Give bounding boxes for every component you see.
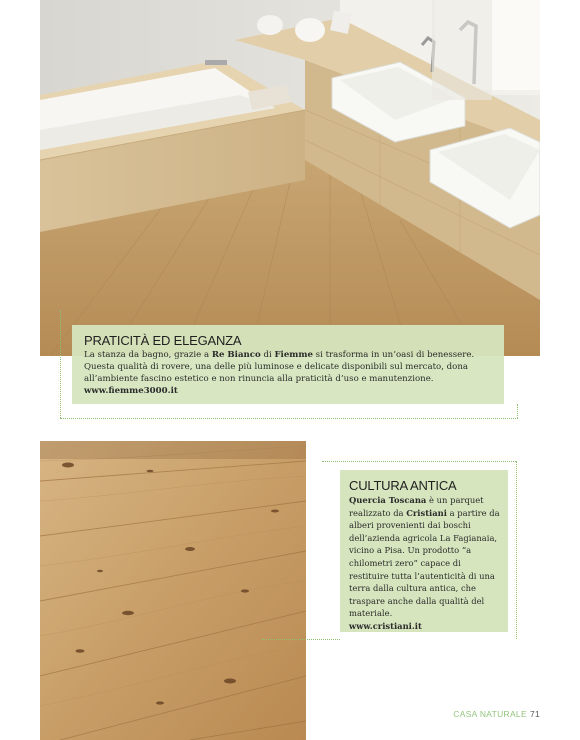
dotted-guide <box>322 461 516 462</box>
bathroom-photo <box>40 0 540 356</box>
parquet-illustration <box>40 441 306 740</box>
dotted-guide <box>516 461 517 639</box>
brand-company: Cristiani <box>406 507 447 518</box>
dotted-guide <box>517 404 518 418</box>
caption-text-part: di <box>260 350 275 360</box>
caption-text <box>84 349 492 397</box>
caption-text <box>349 494 500 633</box>
bathroom-illustration <box>40 0 540 356</box>
magazine-name: CASA NATURALE <box>453 709 527 719</box>
parquet-photo <box>40 441 306 740</box>
caption-text-part: a partire da alberi provenienti dai boschi dell’azienda agricola La Fagianaia, vicino a Pisa. Un prodotto “a chilometri zero” capace di restituire tutta l’autenticità di una terra dalla cultura antica, che traspare anche dalla qualità del materiale. <box>349 507 500 619</box>
dotted-guide <box>60 418 518 419</box>
caption-title: CULTURA ANTICA <box>349 478 457 493</box>
caption-text-part: è un parquet realizzato da <box>349 495 484 518</box>
brand-product: Quercia Toscana <box>349 495 427 505</box>
brand-company: Fiemme <box>274 350 313 360</box>
dotted-guide <box>262 639 340 640</box>
caption-box-cultura <box>340 470 508 632</box>
caption-text-part: si trasforma in un’oasi di benessere. Questa qualità di rovere, una delle più luminose e delicate disponibili sul mercato, dona all’ambiente fascino estetico e non rinuncia alla praticità d’uso e manutenzione. <box>84 350 475 384</box>
website-link[interactable]: www.fiemme3000.it <box>84 386 178 396</box>
brand-product: Re Bianco <box>211 350 261 360</box>
page-footer <box>453 709 540 719</box>
caption-title: PRATICITÀ ED ELEGANZA <box>84 333 242 348</box>
dotted-guide <box>60 310 61 418</box>
caption-text-part: La stanza da bagno, grazie a <box>84 350 212 360</box>
page-number: 71 <box>529 709 540 719</box>
caption-box-praticita <box>72 325 504 404</box>
website-link[interactable]: www.cristiani.it <box>349 620 422 631</box>
